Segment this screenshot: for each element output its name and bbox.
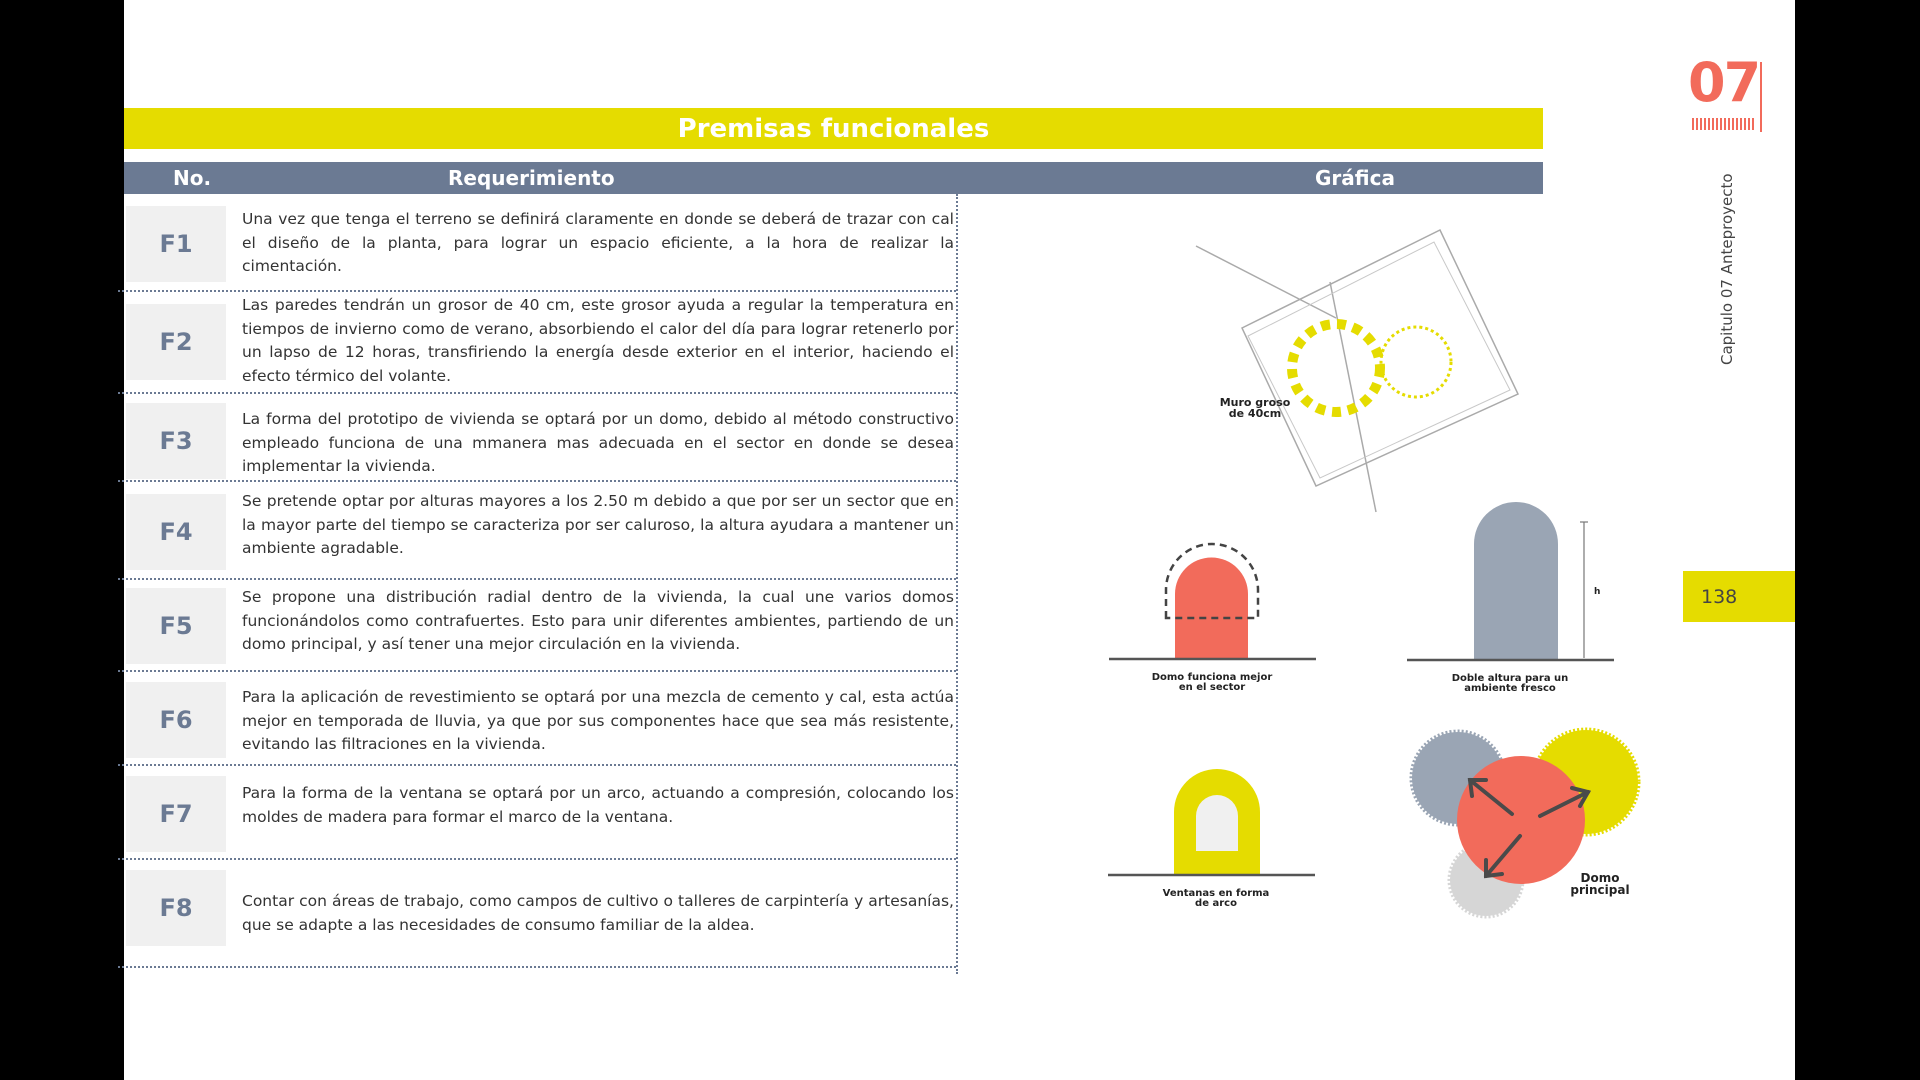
table-row (118, 860, 956, 968)
graphics-panel (1100, 200, 1660, 960)
row-code: F5 (126, 588, 226, 664)
window-diagram (1108, 769, 1315, 909)
header-requirement: Requerimiento (448, 166, 615, 190)
radial-caption-line1: Domo (1580, 871, 1620, 885)
wall-diagram (1196, 230, 1518, 512)
window-caption-line2: de arco (1195, 898, 1237, 909)
page-title: Premisas funcionales (124, 108, 1543, 149)
row-code: F6 (126, 682, 226, 758)
height-caption-line2: ambiente fresco (1464, 683, 1556, 694)
row-code: F4 (126, 494, 226, 570)
dome-diagram (1109, 544, 1316, 693)
dome-caption-line1: Domo funciona mejor (1151, 672, 1273, 683)
row-text: Para la forma de la ventana se optará por un arco, actuando a compresión, colocando los moldes de madera para formar el marco de la ventana. (242, 784, 954, 826)
row-code: F8 (126, 870, 226, 946)
requirements-table (118, 194, 958, 974)
row-text: Las paredes tendrán un grosor de 40 cm, este grosor ayuda a regular la temperatura en tiempos de invierno como de verano, absorbiendo el calor del día para lograr retenerlo por un lapso de 12 horas, transfiriendo la energía desde exterior en el interior, haciendo el efecto térmico del volante. (242, 296, 954, 385)
row-text: Se propone una distribución radial dentro de la vivienda, la cual une varios domos funcionándolos como contrafuertes. Esto para unir diferentes ambientes, partiendo de un domo principal, y así tener una mejor circulación en la vivienda. (242, 588, 954, 653)
radial-diagram (1412, 730, 1638, 916)
row-text: Para la aplicación de revestimiento se optará por una mezcla de cemento y cal, esta actúa mejor en temporada de lluvia, ya que por sus componentes hace que sea más resistente, evitando las filtraciones en la vivienda. (242, 688, 954, 753)
table-row (118, 482, 956, 580)
barcode-icon (1692, 118, 1754, 130)
row-code: F1 (126, 206, 226, 282)
row-text: Contar con áreas de trabajo, como campos de cultivo o talleres de carpintería y artesanías, que se adapte a las necesidades de consumo familiar de la aldea. (242, 892, 954, 934)
row-text: Una vez que tenga el terreno se definirá claramente en donde se deberá de trazar con cal el diseño de la planta, para lograr un espacio eficiente, a la hora de realizar la cimentación. (242, 210, 954, 275)
header-graphic: Gráfica (1315, 166, 1395, 190)
header-no: No. (173, 166, 212, 190)
table-header (124, 162, 1543, 194)
table-row (118, 394, 956, 482)
height-label: h (1594, 587, 1601, 597)
row-code: F7 (126, 776, 226, 852)
dome-caption-line2: en el sector (1178, 682, 1246, 693)
table-row (118, 194, 956, 292)
chapter-divider (1760, 62, 1762, 132)
table-row (118, 580, 956, 672)
table-row (118, 766, 956, 860)
chapter-number: 07 (1688, 51, 1760, 114)
row-text: La forma del prototipo de vivienda se optará por un domo, debido al método constructivo empleado funciona de una mmanera mas adecuada en el sector en donde se desea implementar la vivienda. (242, 410, 954, 475)
row-code: F2 (126, 304, 226, 380)
wall-caption-line2: de 40cm (1228, 407, 1282, 420)
page-number: 138 (1683, 571, 1795, 622)
height-diagram (1407, 502, 1614, 694)
table-row (118, 292, 956, 394)
row-code: F3 (126, 403, 226, 479)
height-caption-line1: Doble altura para un (1451, 673, 1569, 684)
table-row (118, 672, 956, 766)
wall-caption-line1: Muro groso (1219, 396, 1291, 409)
chapter-label: Capitulo 07 Anteproyecto (1718, 173, 1736, 365)
row-text: Se pretende optar por alturas mayores a los 2.50 m debido a que por ser un sector que en la mayor parte del tiempo se caracteriza por ser caluroso, la altura ayudara a mantener un ambiente agradable. (242, 492, 954, 557)
radial-caption-line2: principal (1570, 883, 1630, 897)
window-caption-line1: Ventanas en forma (1162, 888, 1270, 899)
